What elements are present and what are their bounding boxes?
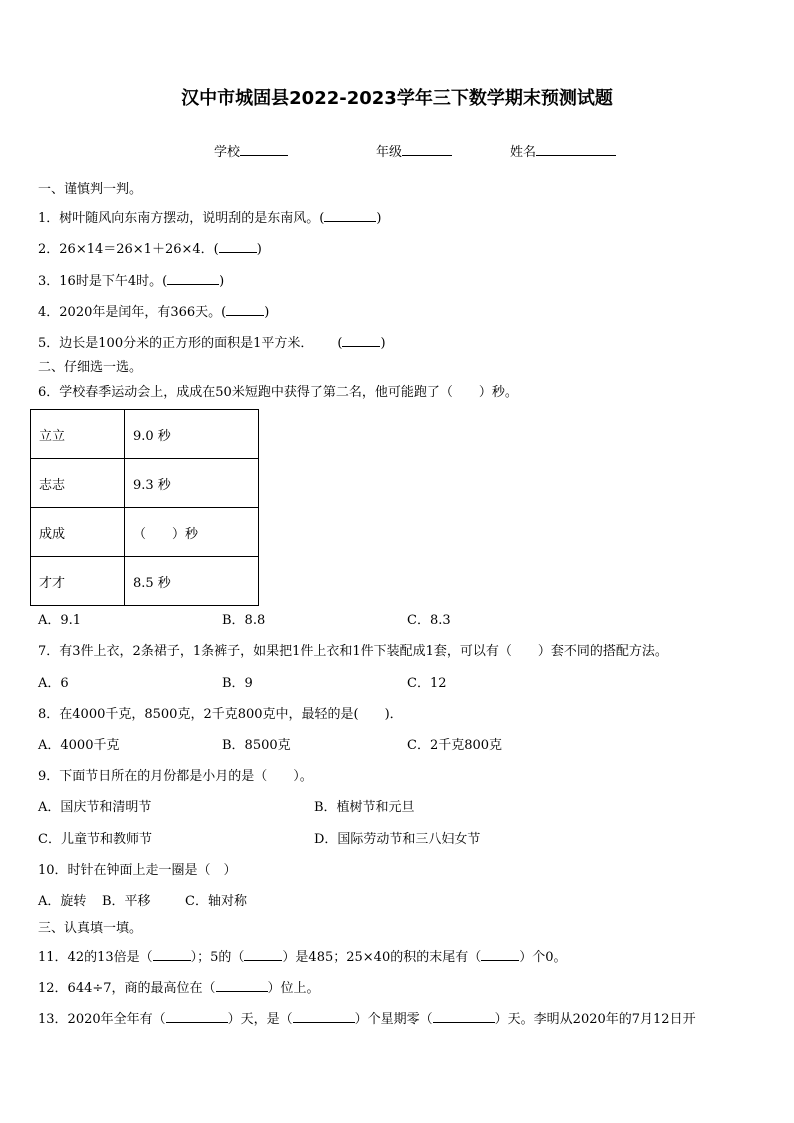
question-5-text: 5．边长是100分米的正方形的面积是1平方米． xyxy=(38,336,314,351)
answer-blank[interactable] xyxy=(244,948,282,961)
answer-blank[interactable] xyxy=(481,948,519,961)
paren: ) xyxy=(264,305,270,320)
name-blank[interactable] xyxy=(536,143,616,156)
answer-blank[interactable] xyxy=(324,209,376,222)
question-13-text: ）天，是（ xyxy=(227,1012,293,1027)
question-1 xyxy=(38,209,381,225)
question-11-text: 11．42的13倍是（ xyxy=(38,950,153,965)
question-11-text: ）是485；25×40的积的末尾有（ xyxy=(282,950,482,965)
option-c[interactable]: C．2千克800克 xyxy=(407,738,503,753)
answer-blank[interactable] xyxy=(216,979,268,992)
paren: ) xyxy=(376,211,382,226)
option-b[interactable]: B．平移 xyxy=(102,894,151,909)
table-cell: 8.5 秒 xyxy=(125,557,259,606)
answer-blank[interactable] xyxy=(166,1010,228,1023)
answer-blank[interactable] xyxy=(433,1010,495,1023)
option-b[interactable]: B．9 xyxy=(222,676,253,691)
option-c[interactable]: C．12 xyxy=(407,676,447,691)
answer-blank[interactable] xyxy=(153,948,191,961)
option-b[interactable]: B．8.8 xyxy=(222,613,266,628)
question-12 xyxy=(38,979,320,995)
table-cell: 9.0 秒 xyxy=(125,410,259,459)
option-a[interactable]: A．旋转 xyxy=(38,894,87,909)
grade-label: 年级 xyxy=(376,145,403,160)
grade-blank[interactable] xyxy=(402,143,452,156)
option-c[interactable]: C．8.3 xyxy=(407,613,451,628)
name-field xyxy=(510,143,616,159)
answer-blank[interactable] xyxy=(167,272,219,285)
question-6: 6．学校春季运动会上，成成在50米短跑中获得了第二名，他可能跑了（ ）秒。 xyxy=(38,385,518,400)
question-7: 7．有3件上衣，2条裙子，1条裤子，如果把1件上衣和1件下装配成1套，可以有（ ）套不同的搭配方法。 xyxy=(38,644,668,659)
question-13-text: ）天。李明从2020年的7月12日开 xyxy=(494,1012,696,1027)
question-4-text: 4．2020年是闰年，有366天。( xyxy=(38,305,227,320)
option-b[interactable]: B．植树节和元旦 xyxy=(314,800,415,815)
question-11-text: ）；5的（ xyxy=(190,950,245,965)
question-11 xyxy=(38,948,567,964)
school-label: 学校 xyxy=(214,145,241,160)
paren: ) xyxy=(219,274,225,289)
table-row xyxy=(31,410,259,459)
answer-blank[interactable] xyxy=(342,334,380,347)
results-table xyxy=(30,409,259,606)
table-cell: 成成 xyxy=(31,508,125,557)
table-row xyxy=(31,508,259,557)
paren: ) xyxy=(380,336,386,351)
question-3 xyxy=(38,272,224,288)
school-field xyxy=(214,143,288,159)
answer-blank[interactable] xyxy=(226,303,264,316)
option-c[interactable]: C．儿童节和教师节 xyxy=(38,832,152,847)
section-2-heading: 二、仔细选一选。 xyxy=(38,360,143,375)
question-13-text: 13．2020年全年有（ xyxy=(38,1012,166,1027)
table-cell: 志志 xyxy=(31,459,125,508)
table-cell: 立立 xyxy=(31,410,125,459)
option-b[interactable]: B．8500克 xyxy=(222,738,291,753)
grade-field xyxy=(376,143,452,159)
table-cell: 才才 xyxy=(31,557,125,606)
question-2-text: 2．26×14＝26×1＋26×4．( xyxy=(38,242,219,257)
table-cell: 9.3 秒 xyxy=(125,459,259,508)
name-label: 姓名 xyxy=(510,145,537,160)
question-13 xyxy=(38,1010,696,1026)
question-8: 8．在4000千克，8500克，2千克800克中，最轻的是( )． xyxy=(38,707,403,722)
option-a[interactable]: A．9.1 xyxy=(38,613,82,628)
question-10: 10．时针在钟面上走一圈是（ ） xyxy=(38,863,237,878)
answer-blank[interactable] xyxy=(219,240,257,253)
section-3-heading: 三、认真填一填。 xyxy=(38,921,143,936)
option-a[interactable]: A．国庆节和清明节 xyxy=(38,800,152,815)
question-1-text: 1．树叶随风向东南方摆动，说明刮的是东南风。( xyxy=(38,211,325,226)
table-row xyxy=(31,459,259,508)
paren: ) xyxy=(256,242,262,257)
answer-blank[interactable] xyxy=(293,1010,355,1023)
section-1-heading: 一、谨慎判一判。 xyxy=(38,182,143,197)
question-3-text: 3．16时是下午4时。( xyxy=(38,274,168,289)
option-a[interactable]: A．6 xyxy=(38,676,69,691)
option-a[interactable]: A．4000千克 xyxy=(38,738,120,753)
option-c[interactable]: C．轴对称 xyxy=(185,894,247,909)
table-cell: （ ）秒 xyxy=(125,508,259,557)
question-11-text: ）个0。 xyxy=(519,950,567,965)
question-12-text: 12．644÷7，商的最高位在（ xyxy=(38,981,216,996)
school-blank[interactable] xyxy=(240,143,288,156)
question-9: 9．下面节日所在的月份都是小月的是（ ）。 xyxy=(38,769,313,784)
question-4 xyxy=(38,303,269,319)
option-d[interactable]: D．国际劳动节和三八妇女节 xyxy=(314,832,481,847)
question-13-text: ）个星期零（ xyxy=(354,1012,433,1027)
question-5: 5．边长是100分米的正方形的面积是1平方米． ( ) xyxy=(38,336,386,351)
question-2 xyxy=(38,240,262,256)
page-title: 汉中市城固县2022-2023学年三下数学期末预测试题 xyxy=(181,88,613,109)
question-12-text: ）位上。 xyxy=(267,981,320,996)
table-row xyxy=(31,557,259,606)
